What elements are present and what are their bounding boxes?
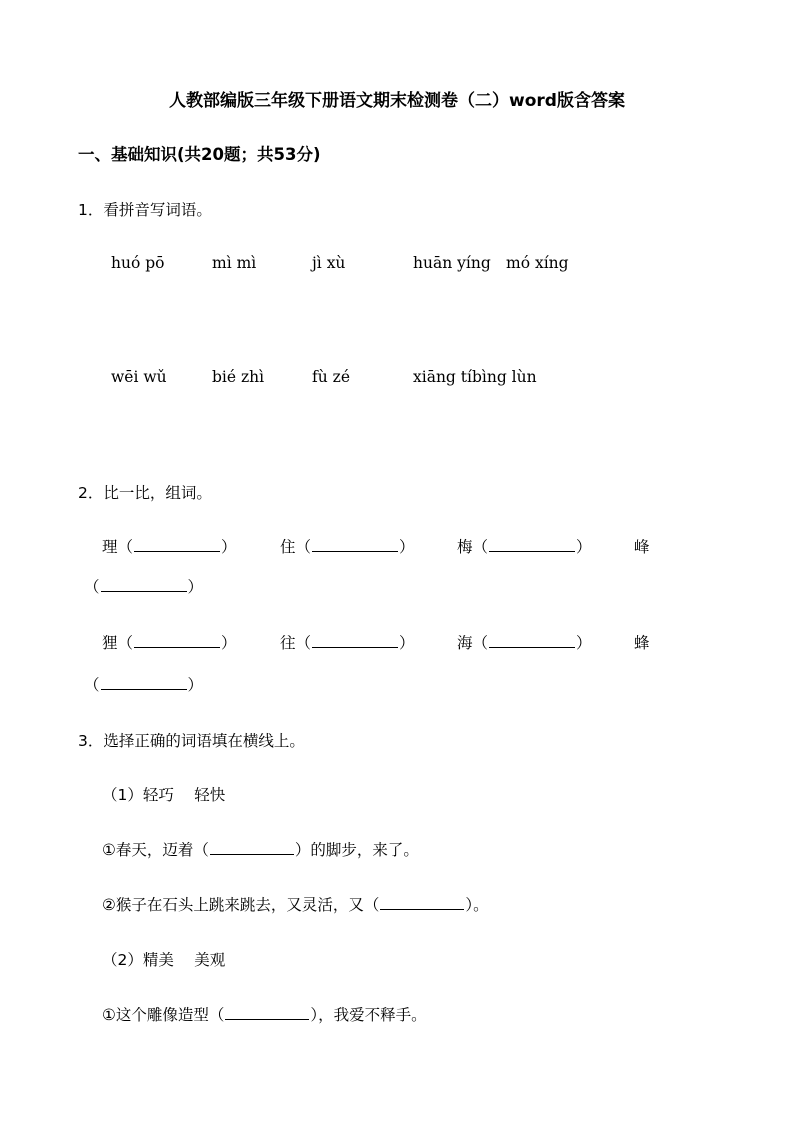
word-pair-item: （ ） (84, 578, 204, 596)
pinyin-item: mì mì (212, 254, 257, 272)
pinyin-item: bié zhì (212, 368, 265, 386)
word-pair-item: 海（ ） (457, 634, 592, 652)
word-pair-item: 理（ ） (102, 538, 237, 556)
pinyin-item: huó pō (111, 254, 165, 272)
question-2-prompt: 2．比一比，组词。 (78, 484, 212, 502)
word-pair-item: 梅（ ） (457, 538, 592, 556)
pinyin-item: jì xù (312, 254, 346, 272)
word-pair-item: 往（ ） (280, 634, 415, 652)
character: 理 (102, 538, 118, 556)
fill-sentence: ①春天，迈着（ ）的脚步，来了。 (102, 841, 419, 859)
word-choice-group-1: （1）轻巧 轻快 (102, 786, 226, 804)
answer-blank[interactable] (489, 633, 575, 648)
answer-blank[interactable] (312, 537, 398, 552)
character: 住 (280, 538, 296, 556)
word-pair-item: （ ） (84, 676, 204, 694)
character: 狸 (102, 634, 118, 652)
fill-sentence: ①这个雕像造型（ ），我爱不释手。 (102, 1006, 427, 1024)
answer-blank[interactable] (101, 577, 187, 592)
word-pair-item: 住（ ） (280, 538, 415, 556)
section-heading: 一、基础知识(共20题；共53分) (78, 145, 321, 164)
character: 梅 (457, 538, 473, 556)
character: 往 (280, 634, 296, 652)
document-title: 人教部编版三年级下册语文期末检测卷（二）word版含答案 (169, 91, 625, 111)
pinyin-item: wēi wǔ (111, 368, 167, 386)
answer-blank[interactable] (210, 840, 294, 855)
question-1-prompt: 1．看拼音写词语。 (78, 201, 212, 219)
fill-sentence: ②猴子在石头上跳来跳去，又灵活，又（ ）。 (102, 896, 489, 914)
character: 蜂 (634, 634, 650, 652)
pinyin-item: fù zé (312, 368, 350, 386)
word-choice-group-2: （2）精美 美观 (102, 951, 226, 969)
answer-blank[interactable] (225, 1005, 309, 1020)
word-pair-item: 狸（ ） (102, 634, 237, 652)
answer-blank[interactable] (380, 895, 464, 910)
pinyin-item: huān yíng (413, 254, 491, 272)
character: 海 (457, 634, 473, 652)
answer-blank[interactable] (101, 675, 187, 690)
pinyin-item: mó xíng (506, 254, 569, 272)
answer-blank[interactable] (312, 633, 398, 648)
pinyin-item: xiāng tíbìng lùn (413, 368, 537, 386)
answer-blank[interactable] (134, 633, 220, 648)
answer-blank[interactable] (489, 537, 575, 552)
answer-blank[interactable] (134, 537, 220, 552)
character: 峰 (634, 538, 650, 556)
question-3-prompt: 3．选择正确的词语填在横线上。 (78, 732, 305, 750)
